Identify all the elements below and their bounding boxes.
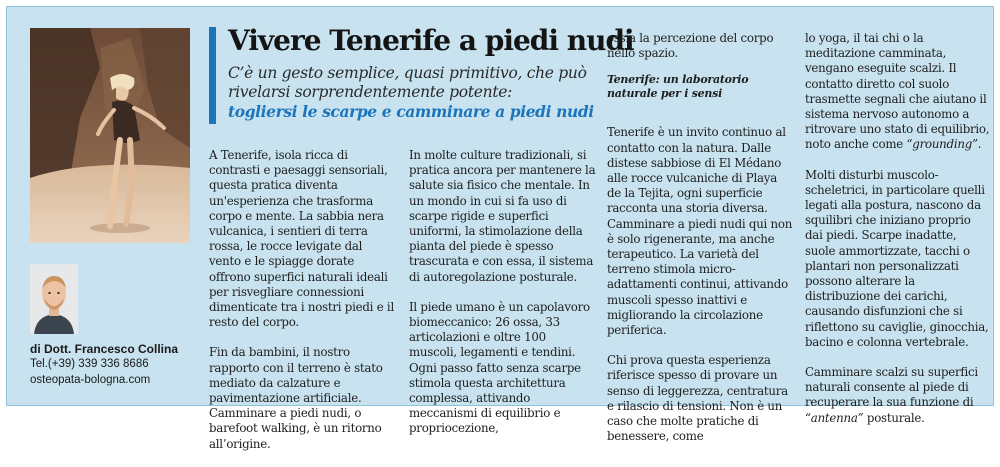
text-run: lo yoga, il tai chi o la meditazione camminata, vengano eseguite scalzi. Il contatto diretto col suolo trasmette segnali che aiutano il sistema nervoso autonomo a ritrovare uno stato di equilibrio, noto anche come	[805, 31, 990, 152]
paragraph: Tenerife è un invito continuo al contatto con la natura. Dalle distese sabbiose di El Médano alle rocce vulcaniche di Playa de la Tejita, ogni superficie racconta una storia diversa. Camminare a piedi nudi qui non è solo rigenerante, ma anche terapeutico. La varietà del terreno stimola micro-adattamenti continui, attivando muscoli spesso inattivi e migliorando la circolazione periferica.	[607, 125, 793, 338]
author-phone[interactable]: Tel.(+39) 339 336 8686	[30, 358, 149, 370]
paragraph: Fin da bambini, il nostro rapporto con il terreno è stato mediato da calzature e pavimentazione artificiale.	[209, 345, 383, 406]
paragraph: Camminare a piedi nudi, o barefoot walking, è un ritorno all’origine.	[209, 406, 382, 451]
text-column-3	[607, 31, 794, 459]
article-intro-highlight: togliersi le scarpe e camminare a piedi nudi	[228, 102, 594, 121]
text-column-2	[409, 148, 596, 452]
newspaper-article	[6, 6, 994, 451]
paragraph: Molti disturbi muscolo-scheletrici, in particolare quelli legati alla postura, nascono da squilibri che iniziano proprio dai piedi. Scarpe inadatte, suole ammortizzate, tacchi o plantari non personalizzati possono alterare la distribuzione dei carichi, causando disfunzioni che si riflettono su caviglie, ginocchia, bacino e colonna vertebrale.	[805, 167, 989, 349]
paragraph	[805, 31, 990, 153]
article-title: Vivere Tenerife a piedi nudi	[228, 24, 634, 57]
author-portrait-illustration	[30, 264, 78, 334]
subheading: Tenerife: un laboratorio naturale per i sensi	[607, 73, 749, 101]
paragraph: A Tenerife, isola ricca di contrasti e paesaggi sensoriali, questa pratica diventa un'esperienza che trasforma corpo e mente. La sabbia nera vulcanica, i sentieri di terra rossa, le rocce levigate dal vento e le spiagge dorate offrono superfici naturali ideali per risvegliare connessioni dimenticate tra i nostri piedi e il resto del corpo.	[209, 148, 394, 330]
author-name: di Dott. Francesco Collina	[30, 342, 179, 356]
paragraph: Chi prova questa esperienza riferisce spesso di provare un senso di leggerezza, centratura e rilascio di tensioni. Non è un caso che molte pratiche di benessere, come	[607, 353, 788, 444]
article-photo-woman-barefoot	[30, 28, 190, 243]
author-website[interactable]: osteopata-bologna.com	[30, 374, 151, 386]
text-run: posturale.	[863, 410, 925, 425]
text-column-1	[209, 148, 396, 467]
paragraph: Il piede umano è un capolavoro biomeccanico: 26 ossa, 33 articolazioni e oltre 100 muscoli, legamenti e tendini. Ogni passo fatto senza scarpe stimola questa architettura complessa, attivando meccanismi di equilibrio e propriocezione,	[409, 299, 590, 436]
paragraph: In molte culture tradizionali, si pratica ancora per mantenere la salute sia fisico che mentale. In un mondo in cui si fa uso di scarpe rigide e superfici uniformi, la stimolazione della pianta del piede è spesso trascurata e con essa, il sistema di autoregolazione posturale.	[409, 148, 596, 284]
paragraph	[805, 365, 990, 426]
paragraph: ossia la percezione del corpo nello spazio.	[607, 31, 774, 61]
text-column-4	[805, 31, 990, 441]
headline-accent-bar	[209, 27, 216, 124]
text-run: .	[977, 137, 982, 152]
article-intro: C’è un gesto semplice, quasi primitivo, che può rivelarsi sorprendentemente potente:	[228, 64, 587, 101]
text-run: Camminare scalzi su superfici naturali consente al piede di recuperare la sua funzione di	[805, 365, 978, 410]
beach-scene-illustration	[30, 28, 190, 243]
term-antenna: “antenna”	[805, 410, 864, 425]
author-avatar	[30, 264, 78, 334]
term-grounding: “grounding”	[906, 137, 978, 152]
